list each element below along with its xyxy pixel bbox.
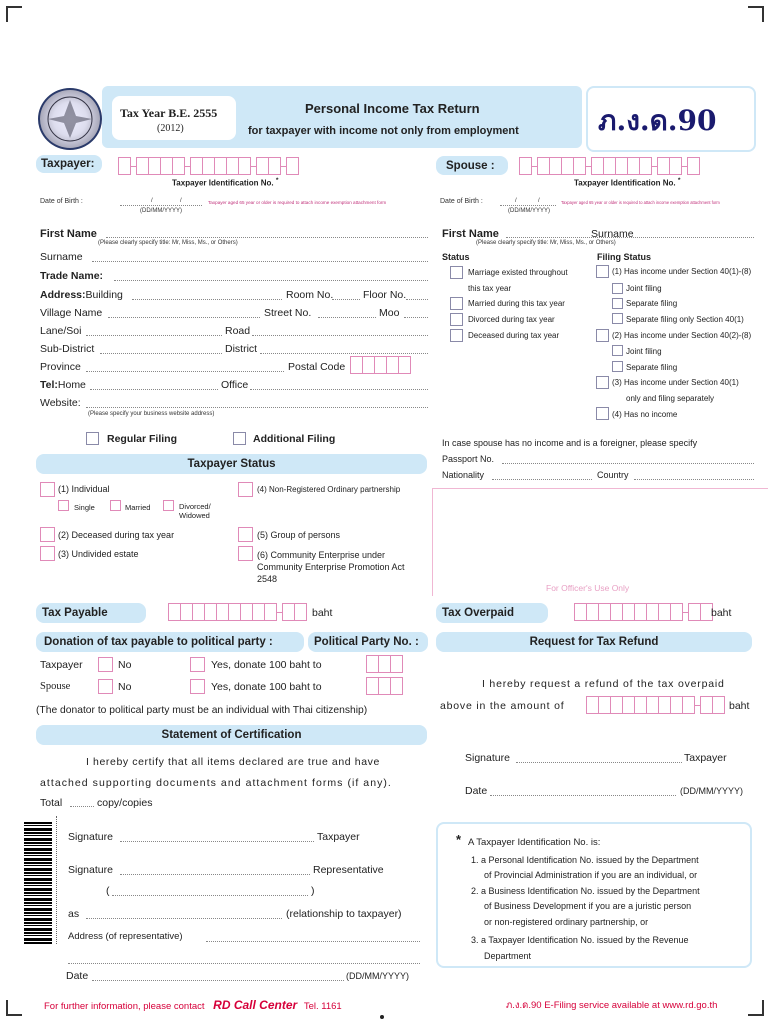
donation-spouse-no-checkbox[interactable] bbox=[98, 679, 113, 694]
passport-field[interactable] bbox=[502, 454, 754, 464]
spouse-dob-sep1: / bbox=[515, 198, 517, 204]
fs1-separate-checkbox[interactable] bbox=[612, 298, 623, 309]
refund-date-field[interactable] bbox=[490, 786, 676, 796]
refund-date-label: Date bbox=[465, 785, 488, 797]
refund-signature-label: Signature bbox=[465, 752, 510, 764]
individual-checkbox[interactable] bbox=[40, 482, 55, 497]
barcode-digits bbox=[56, 816, 64, 944]
district-label: District bbox=[225, 343, 258, 355]
fs2-joint-checkbox[interactable] bbox=[612, 345, 623, 356]
fs1-joint-checkbox[interactable] bbox=[612, 283, 623, 294]
form-code: ภ.ง.ด.90 bbox=[598, 104, 717, 137]
paren-close: ) bbox=[311, 885, 315, 897]
rep-name-field[interactable] bbox=[112, 886, 308, 896]
community-checkbox[interactable] bbox=[238, 546, 253, 561]
cert-taxpayer-label: Taxpayer bbox=[317, 831, 360, 843]
group-checkbox[interactable] bbox=[238, 527, 253, 542]
tax-payable-label: Tax Payable bbox=[36, 603, 146, 623]
divorced-during-label: Divorced during tax year bbox=[468, 315, 555, 324]
spouse-filing-title: Filing Status bbox=[597, 252, 651, 262]
spouse-surname-label: Surname bbox=[591, 228, 634, 240]
trade-name-label: Trade Name: bbox=[40, 270, 104, 282]
fs2-separate-label: Separate filing bbox=[626, 363, 678, 372]
fs1-separate-label: Separate filing bbox=[626, 299, 678, 308]
subdistrict-label: Sub-District bbox=[40, 343, 95, 355]
corner-mark bbox=[748, 1000, 764, 1016]
tin-note-item-3: 3. a Taxpayer Identification No. issued by the Revenue bbox=[471, 935, 689, 945]
spouse-dob-sep2: / bbox=[538, 198, 540, 204]
donation-taxpayer-no-checkbox[interactable] bbox=[98, 657, 113, 672]
donation-header: Donation of tax payable to political party : bbox=[36, 632, 304, 652]
spouse-name-hint: (Please clearly specify title: Mr, Miss, Ms., or Others) bbox=[476, 240, 616, 246]
spouse-dob-label: Date of Birth : bbox=[440, 198, 483, 205]
additional-filing-label: Additional Filing bbox=[253, 433, 336, 445]
corner-mark bbox=[6, 6, 22, 22]
individual-label: (1) Individual bbox=[58, 484, 110, 494]
first-name-field[interactable] bbox=[106, 228, 428, 238]
spouse-tin-label: Taxpayer Identification No. * bbox=[574, 177, 681, 188]
street-label: Street No. bbox=[264, 307, 312, 319]
fs3-label: (3) Has income under Section 40(1) bbox=[612, 378, 739, 387]
cert-date-label: Date bbox=[66, 970, 89, 982]
tax-overpaid-label: Tax Overpaid bbox=[436, 603, 548, 623]
spouse-dob-note: Taxpayer aged 65 year or older is required to attach income exemption attachment form bbox=[561, 200, 720, 205]
total-copies-field[interactable] bbox=[70, 797, 94, 807]
certification-header: Statement of Certification bbox=[36, 725, 427, 745]
refund-header: Request for Tax Refund bbox=[436, 632, 752, 652]
road-field[interactable] bbox=[252, 326, 428, 336]
nationality-field[interactable] bbox=[492, 470, 592, 480]
spouse-first-name-label: First Name bbox=[442, 228, 499, 240]
taxpayer-status-header: Taxpayer Status bbox=[36, 454, 427, 474]
married-during-label: Married during this tax year bbox=[468, 299, 565, 308]
form-title: Personal Income Tax Return bbox=[305, 101, 480, 116]
village-field[interactable] bbox=[108, 308, 260, 318]
website-field[interactable] bbox=[86, 398, 428, 408]
certification-text-1: I hereby certify that all items declared are true and have bbox=[86, 756, 380, 768]
single-label: Single bbox=[74, 503, 95, 512]
fs1-joint-label: Joint filing bbox=[626, 284, 662, 293]
donation-taxpayer-label: Taxpayer bbox=[40, 659, 83, 671]
community-label: (6) Community Enterprise under Community Enterprise Promotion Act 2548 bbox=[257, 550, 405, 584]
marriage-existed-checkbox[interactable] bbox=[450, 266, 463, 279]
taxpayer-dob-field[interactable] bbox=[120, 196, 202, 206]
province-field[interactable] bbox=[86, 362, 284, 372]
total-label: Total bbox=[40, 797, 63, 809]
taxpayer-dob-label: Date of Birth : bbox=[40, 198, 83, 205]
copies-label: copy/copies bbox=[97, 797, 153, 809]
deceased-label: (2) Deceased during tax year bbox=[58, 530, 175, 540]
fs2-separate-checkbox[interactable] bbox=[612, 361, 623, 372]
taxpayer-dob-sep2: / bbox=[180, 198, 182, 204]
surname-field[interactable] bbox=[92, 252, 428, 262]
refund-text-1: I hereby request a refund of the tax overpaid bbox=[482, 678, 725, 690]
address-label: Address:Building bbox=[40, 289, 123, 301]
spouse-status-title: Status bbox=[442, 252, 470, 262]
footer-efiling: ภ.ง.ด.90 E-Filing service available at www.rd.go.th bbox=[506, 1000, 718, 1011]
spouse-label: Spouse : bbox=[436, 156, 508, 175]
fs4-checkbox[interactable] bbox=[596, 407, 609, 420]
officer-use-box bbox=[432, 488, 768, 596]
cert-signature-field[interactable] bbox=[120, 832, 314, 842]
donation-taxpayer-party-boxes[interactable] bbox=[366, 655, 402, 673]
married-label: Married bbox=[125, 503, 151, 512]
fs1-separate-only-checkbox[interactable] bbox=[612, 313, 623, 324]
regular-filing-checkbox[interactable] bbox=[86, 432, 99, 445]
call-center-logo: RD Call Center bbox=[213, 998, 298, 1012]
rep-address-field-2[interactable] bbox=[68, 954, 420, 964]
surname-label: Surname bbox=[40, 251, 83, 263]
donation-spouse-yes-checkbox[interactable] bbox=[190, 679, 205, 694]
fs1-separate-only-label: Separate filing only Section 40(1) bbox=[626, 315, 744, 324]
tin-note-item-1: 1. a Personal Identification No. issued by the Department bbox=[471, 855, 699, 865]
rep-address-label: Address (of representative) bbox=[68, 931, 183, 942]
tax-payable-unit: baht bbox=[312, 607, 333, 619]
tin-note-item-1b: of Provincial Administration if you are an individual, or bbox=[484, 870, 698, 880]
paren-open: ( bbox=[106, 885, 110, 897]
tin-note-item-2b: of Business Development if you are a juristic person bbox=[484, 901, 692, 911]
tin-note-item-2: 2. a Business Identification No. issued by the Department bbox=[471, 886, 700, 896]
building-field[interactable] bbox=[132, 290, 282, 300]
revenue-seal-icon bbox=[38, 88, 102, 150]
fs2-label: (2) Has income under Section 40(2)-(8) bbox=[612, 331, 752, 340]
relationship-field[interactable] bbox=[86, 909, 282, 919]
donation-spouse-no-label: No bbox=[118, 681, 132, 693]
name-hint: (Please clearly specify title: Mr, Miss, Ms., or Others) bbox=[98, 240, 238, 246]
tin-note-star: * bbox=[456, 832, 462, 847]
representative-label: Representative bbox=[313, 864, 384, 876]
donation-taxpayer-yes-checkbox[interactable] bbox=[190, 657, 205, 672]
country-label: Country bbox=[597, 470, 629, 480]
refund-amount-boxes[interactable] bbox=[586, 696, 724, 714]
rep-address-field[interactable] bbox=[206, 932, 420, 942]
tax-overpaid-boxes[interactable] bbox=[574, 603, 712, 621]
donation-spouse-yes-label: Yes, donate 100 baht to bbox=[211, 681, 322, 693]
street-field[interactable] bbox=[318, 308, 376, 318]
trade-name-field[interactable] bbox=[114, 271, 428, 281]
fs1-label: (1) Has income under Section 40(1)-(8) bbox=[612, 267, 752, 276]
website-label: Website: bbox=[40, 397, 81, 409]
married-checkbox[interactable] bbox=[110, 500, 121, 511]
rep-signature-label: Signature bbox=[68, 864, 113, 876]
undivided-checkbox[interactable] bbox=[40, 546, 55, 561]
foreign-spouse-label: In case spouse has no income and is a foreigner, please specify bbox=[442, 438, 698, 448]
fs2-joint-label: Joint filing bbox=[626, 347, 662, 356]
refund-taxpayer-label: Taxpayer bbox=[684, 752, 727, 764]
moo-field[interactable] bbox=[404, 308, 428, 318]
postal-label: Postal Code bbox=[288, 361, 346, 373]
deceased-during-checkbox[interactable] bbox=[450, 329, 463, 342]
fs4-label: (4) Has no income bbox=[612, 410, 678, 419]
taxpayer-dob-note: Taxpayer aged 65 year or older is required to attach income exemption attachment form bbox=[208, 200, 387, 205]
refund-signature-field[interactable] bbox=[516, 753, 682, 763]
marriage-existed-label2: this tax year bbox=[468, 284, 512, 293]
divorced-checkbox[interactable] bbox=[163, 500, 174, 511]
relationship-label: (relationship to taxpayer) bbox=[286, 908, 402, 920]
certification-text-2: attached supporting documents and attachment forms (if any). bbox=[40, 777, 392, 789]
lane-label: Lane/Soi bbox=[40, 325, 82, 337]
moo-label: Moo bbox=[379, 307, 400, 319]
deceased-during-label: Deceased during tax year bbox=[468, 331, 560, 340]
floor-no-field[interactable] bbox=[406, 290, 428, 300]
regular-filing-label: Regular Filing bbox=[107, 433, 178, 445]
as-label: as bbox=[68, 908, 80, 920]
single-checkbox[interactable] bbox=[58, 500, 69, 511]
fs3-label2: only and filing separately bbox=[626, 394, 715, 403]
corner-mark bbox=[748, 6, 764, 22]
rep-signature-field[interactable] bbox=[120, 865, 310, 875]
lane-field[interactable] bbox=[86, 326, 222, 336]
cert-date-field[interactable] bbox=[92, 971, 344, 981]
donation-spouse-label: Spouse bbox=[40, 681, 71, 692]
tel-office-field[interactable] bbox=[250, 380, 428, 390]
fs3-checkbox[interactable] bbox=[596, 376, 609, 389]
footer-info: For further information, please contact RD Call Center Tel. 1161 bbox=[44, 998, 342, 1012]
form-subtitle: for taxpayer with income not only from employment bbox=[248, 125, 519, 137]
tax-payable-boxes[interactable] bbox=[168, 603, 306, 621]
spouse-dob-format: (DD/MM/YYYY) bbox=[508, 208, 550, 214]
divorced-during-checkbox[interactable] bbox=[450, 313, 463, 326]
district-field[interactable] bbox=[260, 344, 428, 354]
tin-note-item-2c: or non-registered ordinary partnership, or bbox=[484, 917, 649, 927]
province-label: Province bbox=[40, 361, 81, 373]
donation-spouse-party-boxes[interactable] bbox=[366, 677, 402, 695]
marriage-existed-label: Marriage existed throughout bbox=[468, 268, 568, 277]
taxpayer-tin-boxes[interactable] bbox=[118, 157, 298, 175]
party-no-header: Political Party No. : bbox=[308, 632, 428, 652]
floor-no-label: Floor No. bbox=[363, 289, 407, 301]
fs2-checkbox[interactable] bbox=[596, 329, 609, 342]
tel-label: Tel:Home bbox=[40, 379, 86, 391]
officer-use-label: For Officer's Use Only bbox=[546, 583, 630, 593]
taxpayer-label: Taxpayer: bbox=[36, 155, 102, 173]
non-registered-label: (4) Non-Registered Ordinary partnership bbox=[257, 485, 401, 494]
footer-dot bbox=[380, 1015, 384, 1019]
deceased-checkbox[interactable] bbox=[40, 527, 55, 542]
country-field[interactable] bbox=[634, 470, 754, 480]
passport-label: Passport No. bbox=[442, 454, 495, 464]
village-label: Village Name bbox=[40, 307, 103, 319]
spouse-tin-boxes[interactable] bbox=[519, 157, 699, 175]
cert-date-format: (DD/MM/YYYY) bbox=[346, 971, 409, 981]
postal-code-boxes[interactable] bbox=[350, 356, 410, 374]
tin-note-title: A Taxpayer Identification No. is: bbox=[468, 837, 601, 848]
taxpayer-dob-format: (DD/MM/YYYY) bbox=[140, 208, 182, 214]
website-hint: (Please specify your business website address) bbox=[88, 411, 215, 417]
fs1-checkbox[interactable] bbox=[596, 265, 609, 278]
non-registered-checkbox[interactable] bbox=[238, 482, 253, 497]
tax-year: Tax Year B.E. 2555 bbox=[120, 106, 218, 120]
donation-note: (The donator to political party must be an individual with Thai citizenship) bbox=[36, 705, 368, 716]
tel-home-field[interactable] bbox=[90, 380, 218, 390]
donation-taxpayer-yes-label: Yes, donate 100 baht to bbox=[211, 659, 322, 671]
cert-signature-label: Signature bbox=[68, 831, 113, 843]
additional-filing-checkbox[interactable] bbox=[233, 432, 246, 445]
married-during-checkbox[interactable] bbox=[450, 297, 463, 310]
donation-taxpayer-no-label: No bbox=[118, 659, 132, 671]
subdistrict-field[interactable] bbox=[100, 344, 222, 354]
tin-note-item-3b: Department bbox=[484, 951, 532, 961]
barcode bbox=[24, 822, 52, 944]
taxpayer-dob-sep1: / bbox=[151, 198, 153, 204]
undivided-label: (3) Undivided estate bbox=[58, 549, 139, 559]
taxpayer-tin-label: Taxpayer Identification No. * bbox=[172, 177, 279, 188]
room-no-field[interactable] bbox=[332, 290, 360, 300]
refund-date-format: (DD/MM/YYYY) bbox=[680, 786, 743, 796]
spouse-name-field[interactable] bbox=[506, 228, 754, 238]
group-label: (5) Group of persons bbox=[257, 530, 341, 540]
divorced-label: Divorced/ Widowed bbox=[179, 502, 211, 520]
room-no-label: Room No. bbox=[286, 289, 334, 301]
tax-overpaid-unit: baht bbox=[711, 607, 732, 619]
office-label: Office bbox=[221, 379, 249, 391]
spouse-dob-field[interactable] bbox=[500, 196, 556, 206]
road-label: Road bbox=[225, 325, 251, 337]
corner-mark bbox=[6, 1000, 22, 1016]
refund-unit: baht bbox=[729, 700, 750, 712]
nationality-label: Nationality bbox=[442, 470, 485, 480]
first-name-label: First Name bbox=[40, 228, 97, 240]
tax-year-ce: (2012) bbox=[157, 123, 184, 134]
refund-text-2: above in the amount of bbox=[440, 700, 565, 712]
